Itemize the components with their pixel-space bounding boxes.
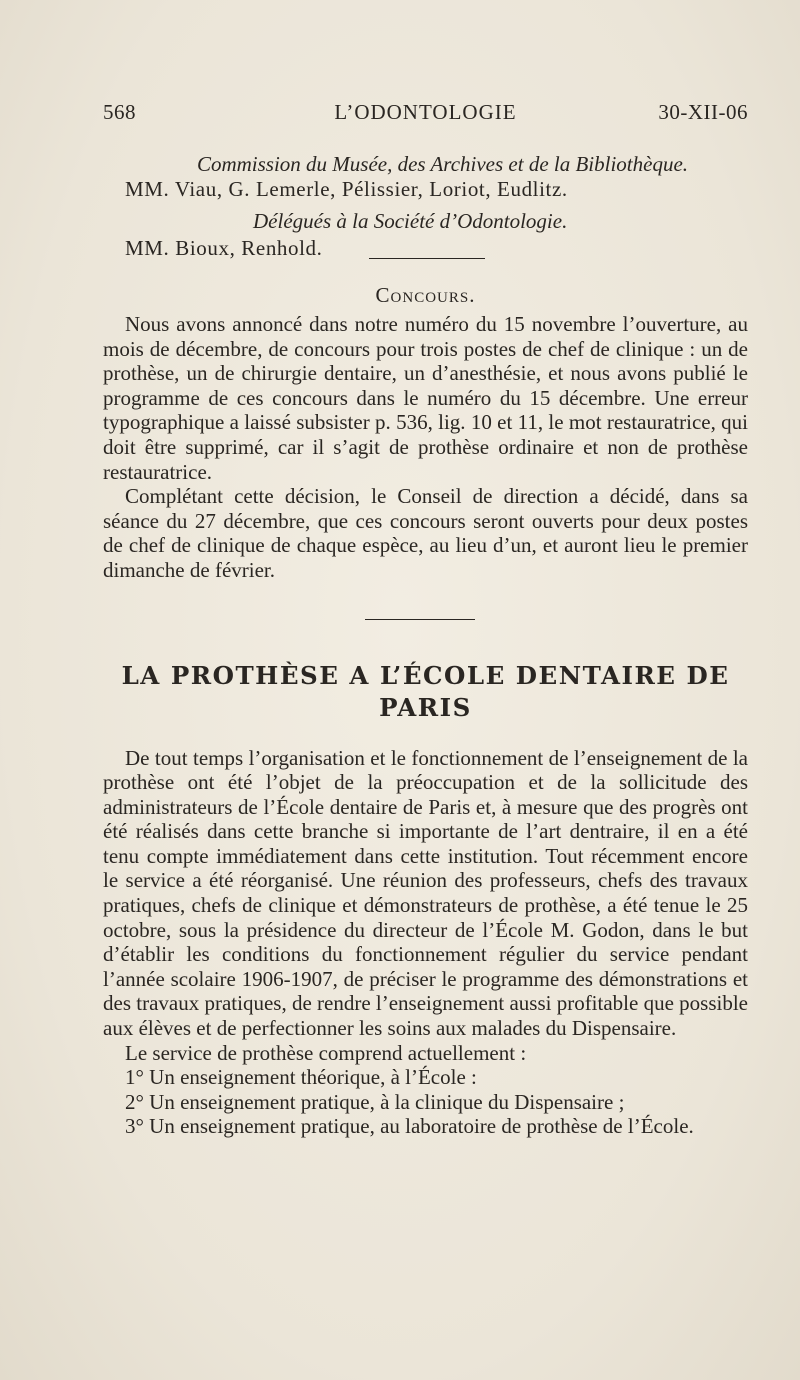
page-body: [103, 152, 748, 1139]
list-item: 2° Un enseignement pratique, à la clinique du Dispensaire ;: [125, 1089, 625, 1114]
article-paragraph: De tout temps l’organisation et le fonctionnement de l’enseignement de la prothèse ont été l’objet de la préoccupation et de la sollicitude des administrateurs de l’École dentaire de Paris et, à mesure que des progrès ont été réalisés dans cette branche si importante de l’art dentraire, il en a été tenu compte immédiatement dans cette institution. Tout récemment encore le service a été réorganisé. Une réunion des professeurs, chefs des travaux pratiques, chefs de clinique et démonstrateurs de prothèse, a été tenue le 25 octobre, sous la présidence du directeur de l’École M. Godon, dans le but d’établir les conditions du fonctionnement régulier du service pendant l’année scolaire 1906-1907, de préciser le programme des démonstrations et des travaux pratiques, de rendre l’enseignement aussi profitable que possible aux élèves et de perfectionner les soins aux malades du Dispensaire.: [103, 745, 748, 1041]
list-item: 1° Un enseignement théorique, à l’École :: [125, 1065, 477, 1090]
article-title: LA PROTHÈSE A L’ÉCOLE DENTAIRE DE PARIS: [121, 660, 730, 722]
article-paragraph: Le service de prothèse comprend actuellement :: [125, 1040, 527, 1065]
list-item: 3° Un enseignement pratique, au laboratoire de prothèse de l’École.: [125, 1114, 694, 1139]
section-divider: [369, 258, 485, 259]
issue-date: 30-XII-06: [658, 100, 748, 124]
concours-paragraph: Complétant cette décision, le Conseil de direction a décidé, dans sa séance du 27 décembre, que ces concours seront ouverts pour deux postes de chef de clinique de chaque espèce, au lieu d’un, et auront lieu le premier dimanche de février.: [103, 484, 748, 582]
concours-paragraph: Nous avons annoncé dans notre numéro du 15 novembre l’ouverture, au mois de décembre, de concours pour trois postes de chef de clinique : un de prothèse, un de chirurgie dentaire, un d’anesthésie, et nous avons publié le programme de ces concours dans le numéro du 15 décembre. Une erreur typographique a laissé subsister p. 536, lig. 10 et 11, le mot restauratrice, qui doit être supprimé, car il s’agit de prothèse ordinaire et non de prothèse restauratrice.: [103, 311, 748, 484]
delegates-members: MM. Bioux, Renhold.: [125, 235, 323, 260]
concours-heading: Concours.: [375, 283, 476, 308]
running-header: [103, 100, 748, 130]
delegates-title: Délégués à la Société d’Odontologie.: [253, 209, 568, 234]
commission-members: MM. Viau, G. Lemerle, Pélissier, Loriot, Eudlitz.: [125, 176, 568, 201]
commission-title: Commission du Musée, des Archives et de la Bibliothèque.: [196, 152, 689, 176]
article-divider: [365, 619, 475, 620]
journal-title: L’ODONTOLOGIE: [334, 100, 517, 124]
page-number: 568: [103, 100, 136, 124]
